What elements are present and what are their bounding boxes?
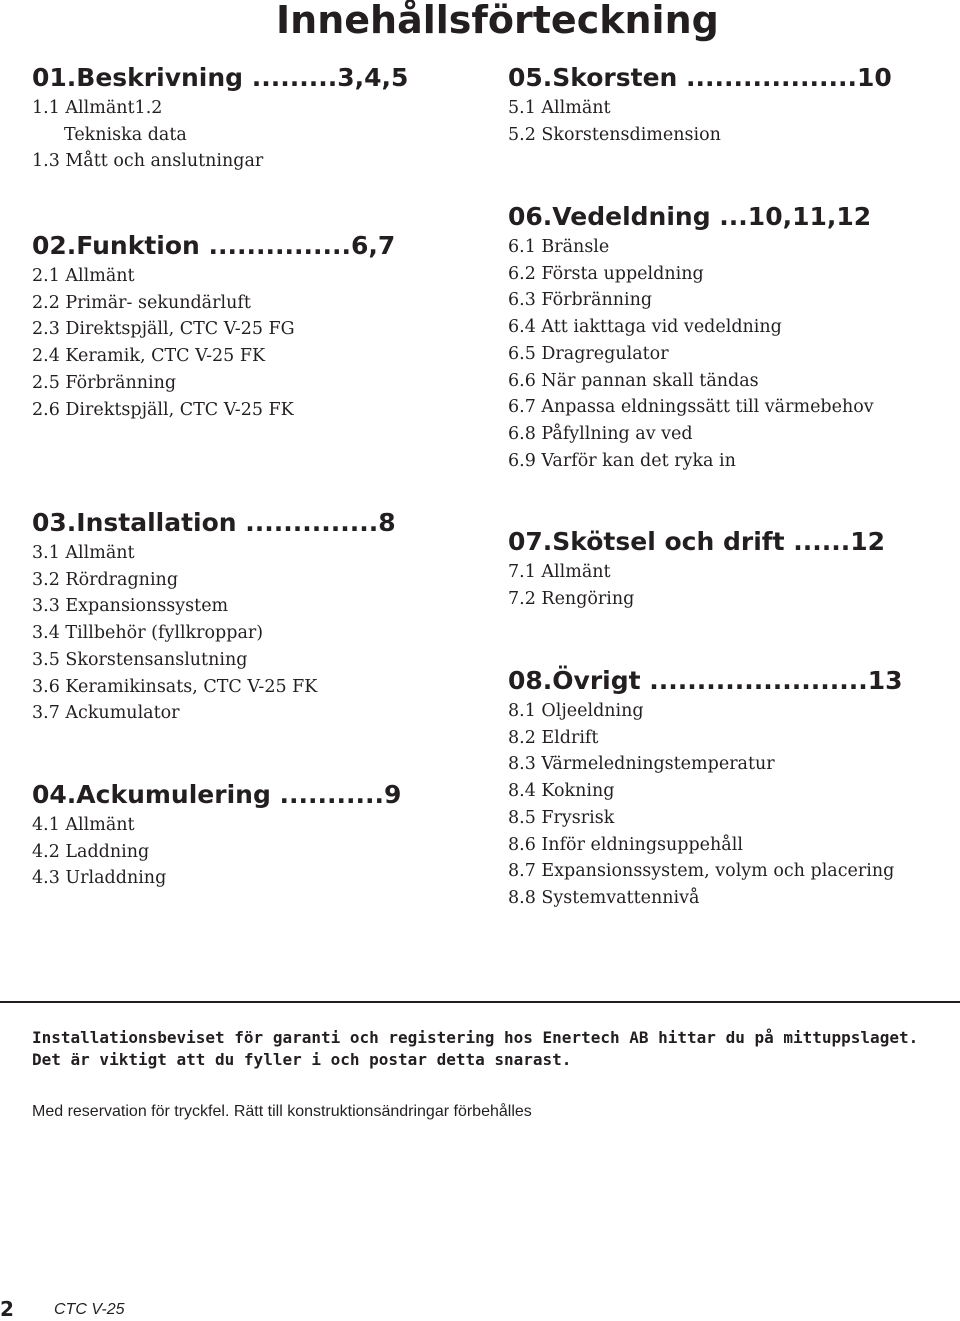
toc-item: 3.2 Rördragning bbox=[32, 569, 179, 590]
section-heading: 03.Installation ..............8 bbox=[32, 508, 396, 537]
toc-item: 6.4 Att iakttaga vid vedeldning bbox=[508, 317, 782, 338]
horizontal-divider bbox=[0, 1001, 960, 1003]
reservation-notice: Med reservation för tryckfel. Rätt till konstruktionsändringar förbehålles bbox=[32, 1103, 532, 1120]
toc-left-column bbox=[32, 0, 472, 900]
toc-item: 4.1 Allmänt bbox=[32, 815, 135, 835]
section-heading: 08.Övrigt .......................13 bbox=[508, 666, 903, 695]
toc-item: 2.1 Allmänt bbox=[32, 266, 135, 286]
toc-item: 7.2 Rengöring bbox=[508, 588, 635, 609]
toc-item: 4.2 Laddning bbox=[32, 841, 150, 862]
toc-item: 6.2 Första uppeldning bbox=[508, 263, 704, 284]
toc-item: 2.5 Förbränning bbox=[32, 372, 177, 393]
section-heading: 05.Skorsten ..................10 bbox=[508, 63, 892, 92]
warranty-note-line: Installationsbeviset för garanti och registering hos Enertech AB hittar du på mittuppslaget. bbox=[32, 1028, 919, 1047]
section-heading: 01.Beskrivning .........3,4,5 bbox=[32, 63, 409, 92]
toc-section-04 bbox=[32, 779, 472, 892]
toc-item: 7.1 Allmänt bbox=[508, 562, 611, 582]
toc-item: 4.3 Urladdning bbox=[32, 868, 167, 889]
toc-item: 6.6 När pannan skall tändas bbox=[508, 370, 759, 391]
toc-item: 3.6 Keramikinsats, CTC V-25 FK bbox=[32, 676, 318, 697]
toc-item: 3.3 Expansionssystem bbox=[32, 596, 229, 617]
toc-item: 8.3 Värmeledningstemperatur bbox=[508, 754, 775, 775]
toc-section-02 bbox=[32, 230, 472, 423]
toc-item: 1.1 Allmänt1.2 bbox=[32, 98, 163, 118]
toc-item: 6.9 Varför kan det ryka in bbox=[508, 450, 736, 471]
toc-section-07 bbox=[508, 526, 948, 612]
toc-item: 8.2 Eldrift bbox=[508, 727, 599, 748]
toc-section-05 bbox=[508, 62, 948, 148]
toc-item: 6.3 Förbränning bbox=[508, 290, 653, 311]
toc-item: 6.8 Påfyllning av ved bbox=[508, 423, 693, 444]
section-heading: 07.Skötsel och drift ......12 bbox=[508, 527, 886, 556]
toc-item: 2.3 Direktspjäll, CTC V-25 FG bbox=[32, 319, 295, 340]
toc-item: 8.5 Frysrisk bbox=[508, 807, 615, 828]
toc-item: 8.6 Inför eldningsuppehåll bbox=[508, 834, 743, 855]
toc-item: 6.1 Bränsle bbox=[508, 237, 610, 257]
toc-item: 6.7 Anpassa eldningssätt till värmebehov bbox=[508, 397, 874, 418]
toc-section-08 bbox=[508, 665, 948, 912]
page-number: 2 bbox=[0, 1297, 14, 1321]
toc-right-column bbox=[508, 0, 948, 920]
toc-item: 6.5 Dragregulator bbox=[508, 343, 669, 364]
toc-item: 8.8 Systemvattennivå bbox=[508, 887, 700, 908]
toc-item: 3.7 Ackumulator bbox=[32, 703, 180, 724]
toc-item: 8.4 Kokning bbox=[508, 781, 615, 802]
toc-item: 2.4 Keramik, CTC V-25 FK bbox=[32, 346, 266, 367]
section-heading: 04.Ackumulering ...........9 bbox=[32, 780, 402, 809]
toc-item: 3.4 Tillbehör (fyllkroppar) bbox=[32, 623, 264, 644]
toc-section-06 bbox=[508, 201, 948, 474]
section-heading: 06.Vedeldning ...10,11,12 bbox=[508, 202, 872, 231]
page-title: Innehållsförteckning bbox=[276, 0, 719, 42]
toc-item: Tekniska data bbox=[64, 124, 187, 145]
toc-item: 2.2 Primär- sekundärluft bbox=[32, 292, 251, 313]
toc-item: 8.1 Oljeeldning bbox=[508, 701, 644, 721]
toc-item: 8.7 Expansionssystem, volym och placering bbox=[508, 861, 895, 882]
toc-section-03 bbox=[32, 507, 472, 727]
toc-item: 5.1 Allmänt bbox=[508, 98, 611, 118]
warranty-note bbox=[32, 1027, 960, 1071]
warranty-note-line: Det är viktigt att du fyller i och postar detta snarast. bbox=[32, 1050, 572, 1069]
document-name: CTC V-25 bbox=[54, 1301, 125, 1318]
toc-item: 1.3 Mått och anslutningar bbox=[32, 151, 264, 172]
toc-section-01 bbox=[32, 62, 472, 175]
toc-item: 5.2 Skorstensdimension bbox=[508, 124, 721, 145]
section-heading: 02.Funktion ...............6,7 bbox=[32, 231, 396, 260]
toc-item: 3.5 Skorstensanslutning bbox=[32, 649, 248, 670]
toc-item: 3.1 Allmänt bbox=[32, 543, 135, 563]
toc-item: 2.6 Direktspjäll, CTC V-25 FK bbox=[32, 399, 294, 420]
